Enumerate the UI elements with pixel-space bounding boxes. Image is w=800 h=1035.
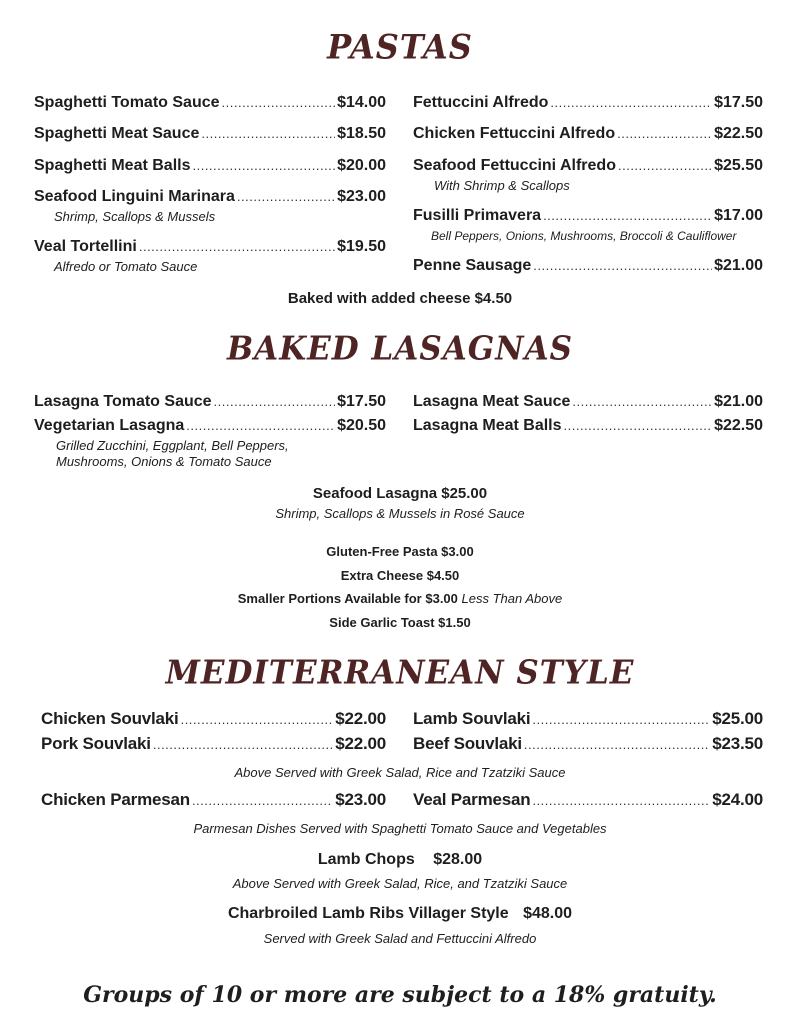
item-name: Vegetarian Lasagna <box>34 417 185 434</box>
item-price: $28.00 <box>433 851 483 868</box>
extra-item: Side Garlic Toast $1.50 <box>329 615 471 630</box>
menu-item <box>41 709 386 729</box>
dot-leader <box>564 418 713 433</box>
item-price: $23.50 <box>712 734 763 753</box>
item-description: With Shrimp & Scallops <box>434 178 570 193</box>
lamb-ribs-item <box>0 905 800 923</box>
dot-leader <box>214 394 336 409</box>
item-price: $17.50 <box>714 94 763 111</box>
dot-leader <box>533 258 712 273</box>
item-name: Fusilli Primavera <box>413 207 542 224</box>
dot-leader <box>543 208 712 223</box>
menu-item <box>41 790 386 810</box>
item-price: $48.00 <box>523 905 573 922</box>
item-name: Spaghetti Meat Balls <box>34 157 191 174</box>
souvlaki-note: Above Served with Greek Salad, Rice and Tzatziki Sauce <box>234 765 566 780</box>
menu-item <box>34 238 386 256</box>
menu-item <box>413 393 763 411</box>
item-price: $23.00 <box>337 188 386 205</box>
dot-leader <box>237 189 335 204</box>
item-name: Charbroiled Lamb Ribs Villager Style <box>227 905 509 922</box>
menu-item <box>413 207 763 225</box>
item-price: $24.00 <box>712 790 763 809</box>
item-price: $20.00 <box>337 157 386 174</box>
menu-item <box>413 125 763 143</box>
item-name: Spaghetti Meat Sauce <box>34 125 200 142</box>
gratuity-notice: Groups of 10 or more are subject to a 18% gratuity. <box>83 982 717 1008</box>
dot-leader <box>192 158 335 173</box>
item-description: Above Served with Greek Salad, Rice, and Tzatziki Sauce <box>232 876 568 891</box>
extra-item: Extra Cheese $4.50 <box>340 568 460 583</box>
dot-leader <box>222 95 336 110</box>
dot-leader <box>186 418 335 433</box>
dot-leader <box>201 126 335 141</box>
item-price: $20.50 <box>337 417 386 434</box>
extra-item <box>0 591 800 606</box>
item-price: $22.00 <box>335 734 386 753</box>
item-name: Lasagna Meat Sauce <box>413 393 571 410</box>
menu-item <box>34 125 386 143</box>
dot-leader <box>617 126 712 141</box>
menu-item <box>413 790 763 810</box>
menu-item <box>413 417 763 435</box>
menu-item <box>41 734 386 754</box>
item-description: Served with Greek Salad and Fettuccini Alfredo <box>263 931 537 946</box>
menu-item <box>413 157 763 175</box>
item-name: Spaghetti Tomato Sauce <box>34 94 220 111</box>
extra-suffix: Less Than Above <box>461 591 563 606</box>
item-description: Bell Peppers, Onions, Mushrooms, Broccoli & Cauliflower <box>431 229 737 243</box>
item-name: Penne Sausage <box>413 257 532 274</box>
menu-item <box>34 94 386 112</box>
item-price: $25.00 <box>712 709 763 728</box>
pasta-note: Baked with added cheese $4.50 <box>287 290 513 307</box>
menu-item <box>413 709 763 729</box>
item-description: Alfredo or Tomato Sauce <box>54 259 198 274</box>
item-name: Seafood Fettuccini Alfredo <box>413 157 616 174</box>
item-price: $17.00 <box>714 207 763 224</box>
item-name: Lamb Chops <box>317 851 415 868</box>
featured-item: Seafood Lasagna $25.00 <box>312 485 488 502</box>
extra-label: Smaller Portions Available for $3.00 <box>237 591 458 606</box>
item-description: Mushrooms, Onions & Tomato Sauce <box>56 454 272 469</box>
item-price: $25.50 <box>714 157 763 174</box>
item-name: Chicken Fettuccini Alfredo <box>413 125 616 142</box>
menu-item <box>413 734 763 754</box>
extra-item: Gluten-Free Pasta $3.00 <box>326 544 474 559</box>
section-title-lasagnas: BAKED LASAGNAS <box>226 330 574 368</box>
dot-leader <box>618 158 712 173</box>
menu-item <box>413 94 763 112</box>
item-name: Fettuccini Alfredo <box>413 94 549 111</box>
section-title-mediterranean: MEDITERRANEAN STYLE <box>165 654 635 692</box>
item-name: Chicken Parmesan <box>41 790 190 809</box>
dot-leader <box>532 712 710 727</box>
dot-leader <box>532 793 710 808</box>
dot-leader <box>139 239 335 254</box>
menu-item <box>34 188 386 206</box>
item-name: Lamb Souvlaki <box>413 709 531 728</box>
dot-leader <box>572 394 712 409</box>
item-name: Beef Souvlaki <box>413 734 522 753</box>
item-price: $21.00 <box>714 257 763 274</box>
menu-item <box>34 157 386 175</box>
item-name: Lasagna Tomato Sauce <box>34 393 212 410</box>
dot-leader <box>153 737 333 752</box>
menu-item <box>34 393 386 411</box>
item-price: $19.50 <box>337 238 386 255</box>
item-name: Lasagna Meat Balls <box>413 417 562 434</box>
item-price: $18.50 <box>337 125 386 142</box>
section-title-pastas: PASTAS <box>327 27 473 67</box>
item-price: $22.50 <box>714 417 763 434</box>
item-price: $21.00 <box>714 393 763 410</box>
item-name: Seafood Linguini Marinara <box>34 188 235 205</box>
item-name: Veal Tortellini <box>34 238 137 255</box>
item-price: $22.50 <box>714 125 763 142</box>
dot-leader <box>181 712 334 727</box>
item-description: Shrimp, Scallops & Mussels <box>54 209 216 224</box>
dot-leader <box>524 737 710 752</box>
item-description: Grilled Zucchini, Eggplant, Bell Peppers, <box>56 438 289 453</box>
item-price: $22.00 <box>335 709 386 728</box>
item-name: Pork Souvlaki <box>41 734 151 753</box>
item-name: Chicken Souvlaki <box>41 709 179 728</box>
lamb-chops-item <box>0 851 800 869</box>
dot-leader <box>550 95 712 110</box>
featured-description: Shrimp, Scallops & Mussels in Rosé Sauce <box>275 506 525 521</box>
item-price: $17.50 <box>337 393 386 410</box>
item-price: $23.00 <box>335 790 386 809</box>
item-price: $14.00 <box>337 94 386 111</box>
parmesan-note: Parmesan Dishes Served with Spaghetti Tomato Sauce and Vegetables <box>193 821 607 836</box>
item-name: Veal Parmesan <box>413 790 531 809</box>
dot-leader <box>192 793 333 808</box>
menu-item <box>413 257 763 275</box>
menu-item <box>34 417 386 435</box>
